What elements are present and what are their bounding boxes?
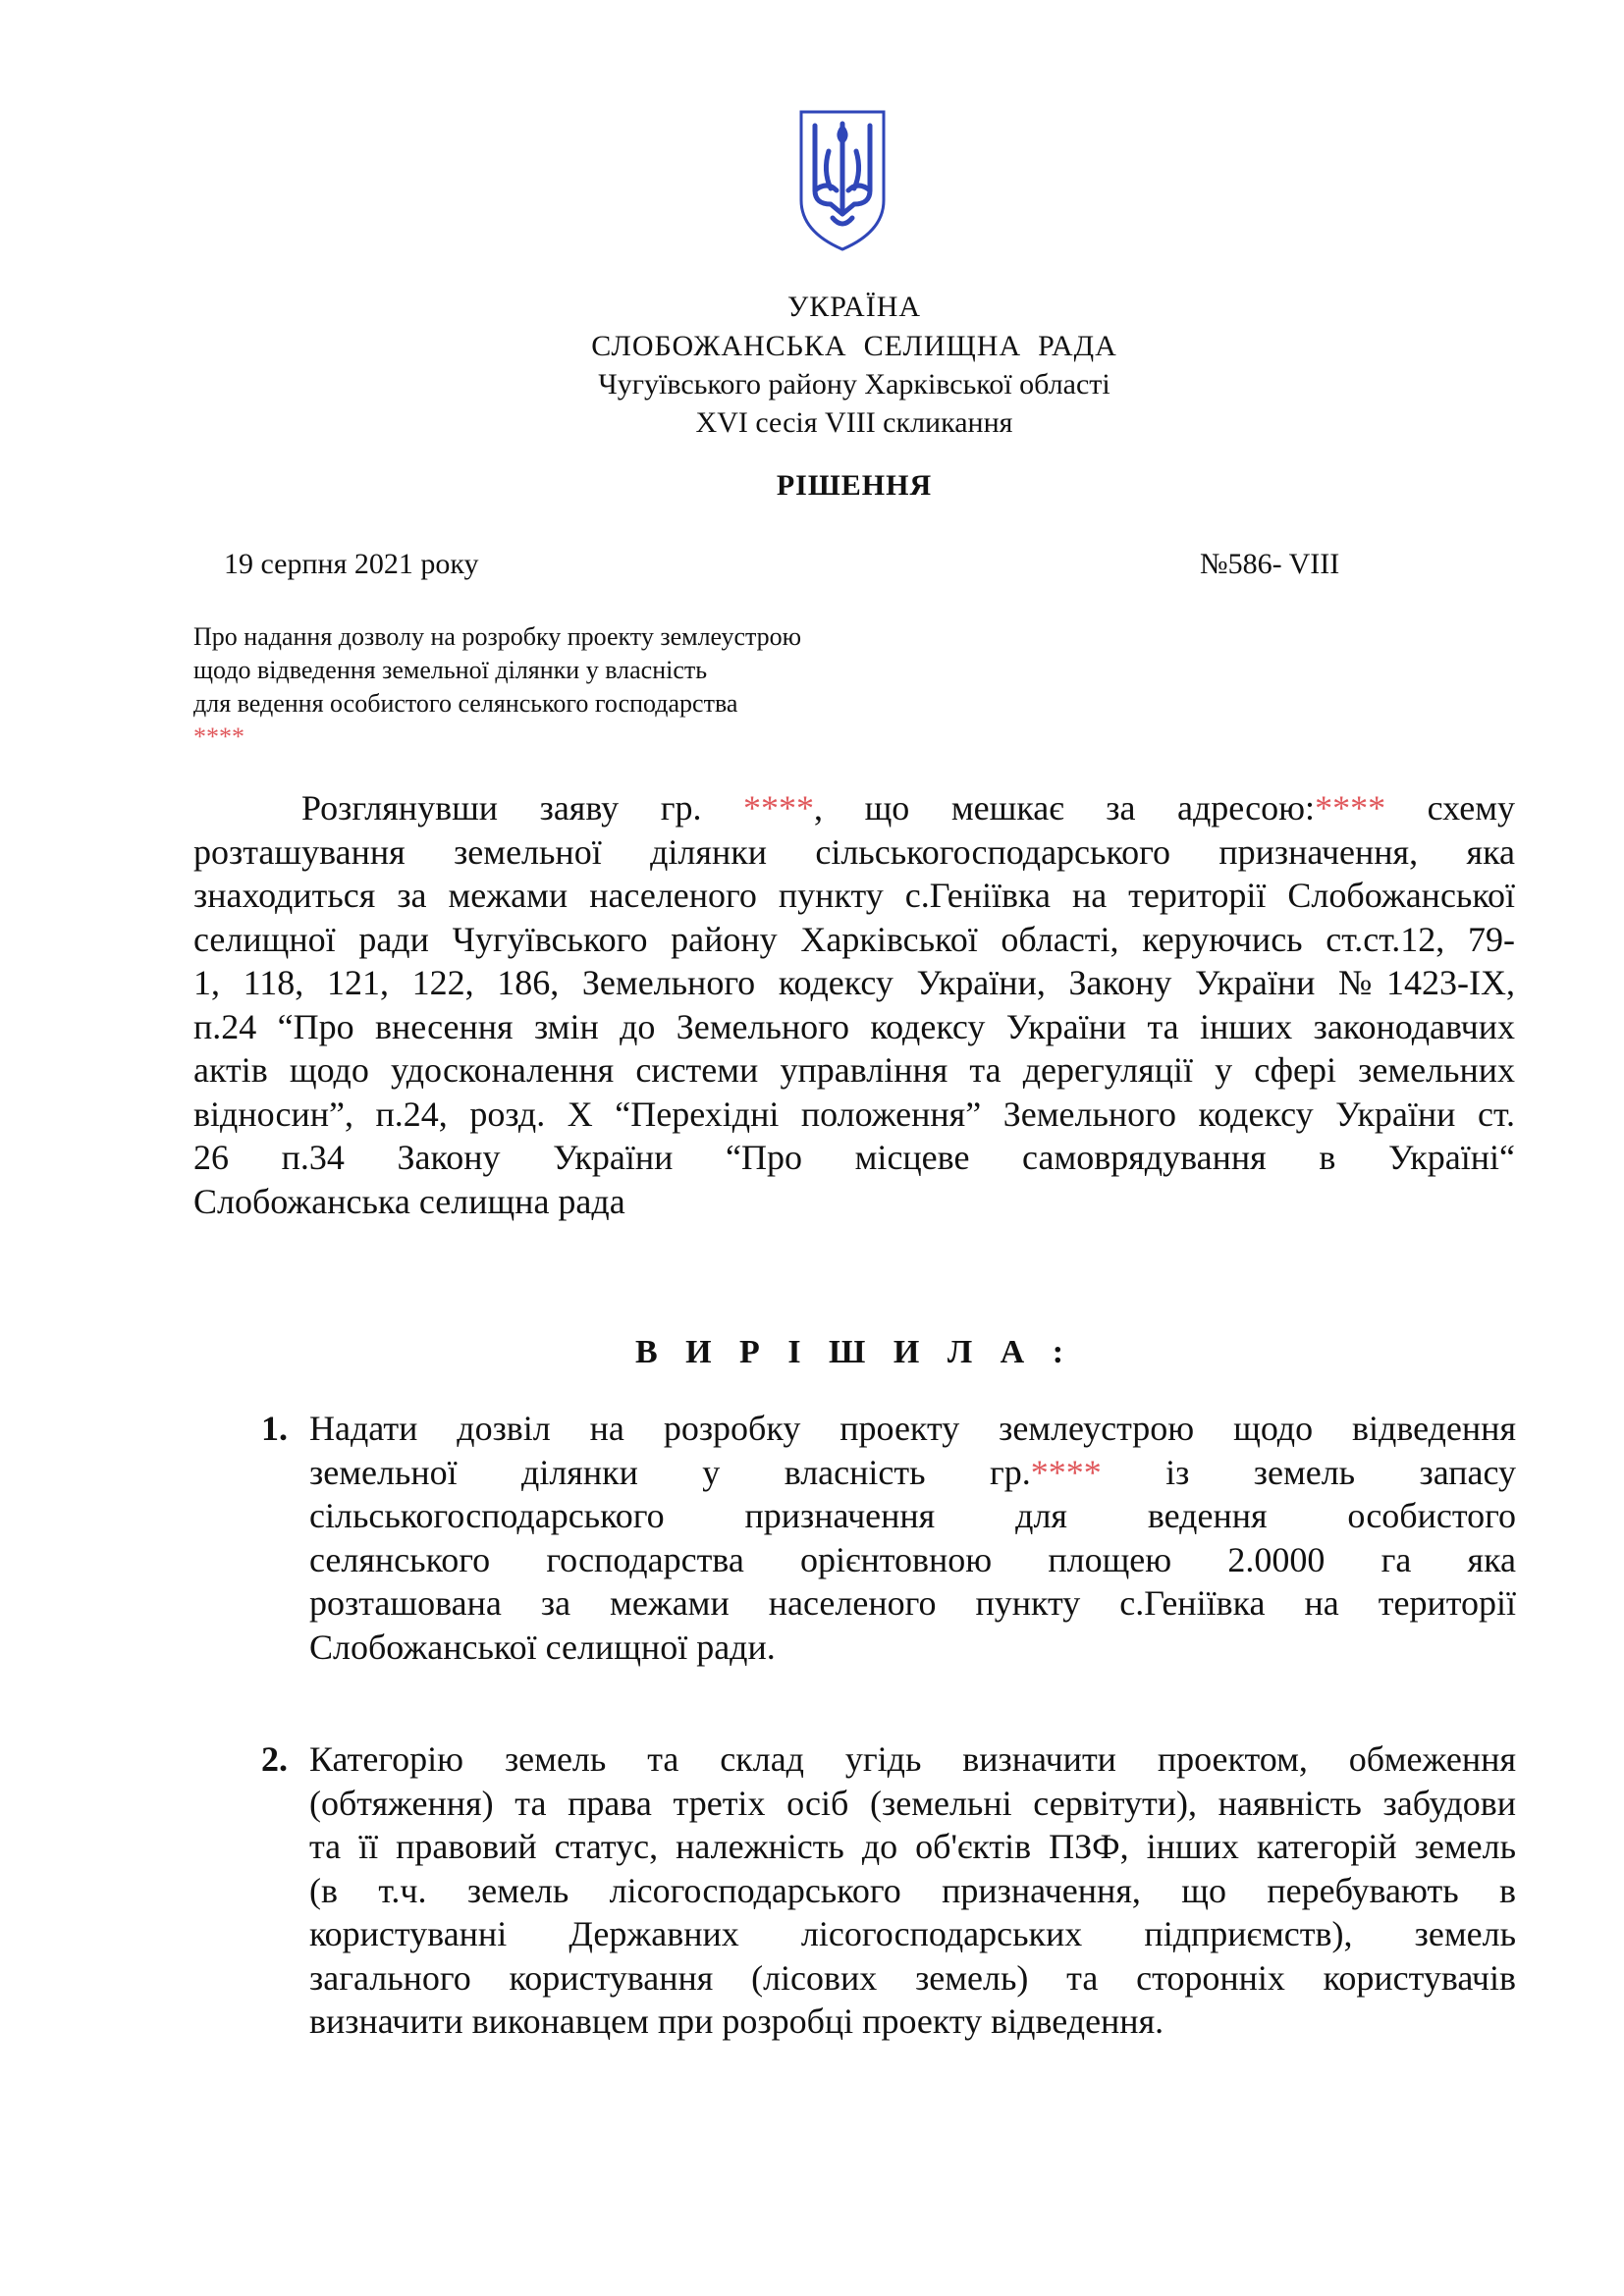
district-name: Чугуївського району Харківської області [598, 368, 1110, 400]
subject-line: Про надання дозволу на розробку проекту землеустрою [193, 622, 802, 651]
text-line: (обтяження) та права третіх осіб (земельні сервітути), наявність забудови [309, 1783, 1516, 1823]
session-info: XVI сесія VIII скликання [695, 406, 1013, 439]
country-name: УКРАЇНА [786, 291, 922, 323]
text-line: (в т.ч. земель лісогосподарського призначення, що перебувають в [309, 1870, 1516, 1910]
decided-heading: В И Р І Ш И Л А : [634, 1334, 1074, 1370]
item-number: 2. [261, 1739, 288, 1779]
council-name: СЛОБОЖАНСЬКА СЕЛИЩНА РАДА [591, 330, 1117, 362]
text-line: знаходиться за межами населеного пункту с.Геніївка на території Слобожанської [193, 876, 1515, 915]
text-line: 26 п.34 Закону України “Про місцеве самоврядування в Україні“ [193, 1138, 1515, 1177]
decision-date: 19 серпня 2021 року [224, 548, 479, 580]
redacted-text: **** [1315, 788, 1386, 828]
text-line: розташування земельної ділянки сільськогосподарського призначення, яка [193, 831, 1515, 872]
text-line: селищної ради Чугуївського району Харківської області, керуючись ст.ст.12, 79- [193, 919, 1515, 959]
item-text [309, 1407, 1516, 1669]
text-line: сільськогосподарського призначення для ведення особистого [309, 1496, 1516, 1535]
text-line: та її правовий статус, належність до об'єктів ПЗФ, інших категорій земель [309, 1827, 1516, 1866]
text-line: відносин”, п.24, розд. X “Перехідні положення” Земельного кодексу України ст. [193, 1094, 1515, 1134]
subject-line: для ведення особистого селянського господарства [193, 689, 738, 718]
text-line: Слобожанської селищної ради. [309, 1627, 776, 1667]
item-text [309, 1737, 1516, 2044]
decision-number: №586- VIII [1200, 548, 1340, 580]
text-line: п.24 “Про внесення змін до Земельного кодексу України та інших законодавчих [193, 1006, 1515, 1046]
subject-line: щодо відведення земельної ділянки у власність [193, 656, 708, 684]
text-line: загального користування (лісових земель) та сторонніх користувачів [309, 1957, 1516, 1998]
item-number: 1. [261, 1409, 288, 1448]
redacted-text: **** [1030, 1452, 1102, 1492]
text-line: 1, 118, 121, 122, 186, Земельного кодексу України, Закону України №1423-IX, [193, 963, 1515, 1002]
redacted-name: **** [193, 722, 244, 751]
text-line: земельної ділянки у власність гр.**** із земель запасу [309, 1452, 1516, 1492]
redacted-text: **** [743, 788, 815, 828]
document-type: РІШЕННЯ [776, 469, 933, 502]
text-line: Розглянувши заяву гр. ****, що мешкає за адресою:**** схему [301, 788, 1515, 828]
text-line: розташована за межами населеного пункту с.Геніївка на території [309, 1583, 1516, 1623]
decision-subject [193, 620, 801, 754]
text-line: селянського господарства орієнтовною площею 2.0000 га яка [309, 1539, 1516, 1579]
text-line: Надати дозвіл на розробку проекту землеустрою щодо відведення [309, 1409, 1516, 1448]
preamble-paragraph [193, 786, 1515, 1223]
text-line: Категорію земель та склад угідь визначити проектом, обмеження [309, 1739, 1516, 1779]
text-line: визначити виконавцем при розробці проекту відведення. [309, 2002, 1164, 2041]
text-line: користуванні Державних лісогосподарських підприємств), земель [309, 1914, 1516, 1953]
text-line: Слобожанська селищна рада [193, 1181, 625, 1221]
ukraine-trident-icon [793, 106, 892, 253]
text-line: актів щодо удосконалення системи управління та дерегуляції у сфері земельних [193, 1050, 1515, 1090]
